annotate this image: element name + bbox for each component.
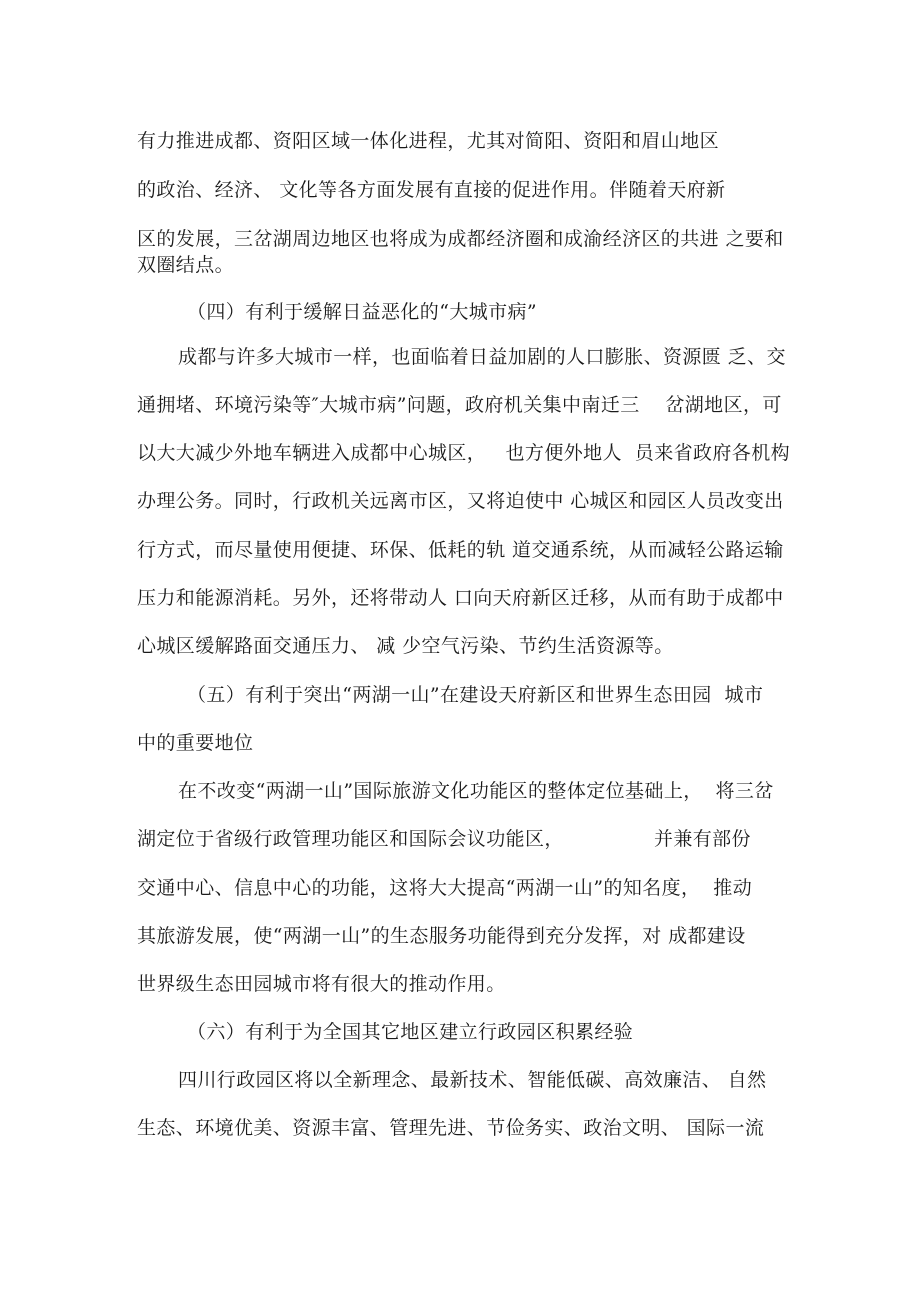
text-line-17: 交通中心、信息中心的功能，这将大大提高“两湖一山”的知名度， 推动 bbox=[137, 877, 753, 899]
text-line-12: 心城区缓解路面交通压力、 减 少空气污染、节约生活资源等。 bbox=[137, 635, 674, 657]
text-line-1: 有力推进成都、资阳区域一体化进程，尤其对简阳、资阳和眉山地区 bbox=[137, 130, 720, 152]
text-line-15: 在不改变“两湖一山”国际旅游文化功能区的整体定位基础上， 将三岔 bbox=[178, 780, 774, 802]
text-line-8: 以大大减少外地车辆进入成都中心城区， 也方便外地人 员来省政府各机构 bbox=[137, 442, 790, 464]
text-line-22: 生态、环境优美、资源丰富、管理先进、节俭务实、政治文明、 国际一流 bbox=[137, 1117, 765, 1139]
text-line-7: 通拥堵、环境污染等″大城市病”问题，政府机关集中南迁三 岔湖地区，可 bbox=[137, 394, 782, 416]
text-line-9: 办理公务。同时，行政机关远离市区，又将迫使中 心城区和园区人员改变出 bbox=[137, 490, 784, 512]
text-line-3: 区的发展，三岔湖周边地区也将成为成都经济圈和成渝经济区的共进 之要和 bbox=[137, 228, 784, 250]
section-heading-4: （四）有利于缓解日益恶化的“大城市病” bbox=[187, 301, 538, 323]
text-line-6: 成都与许多大城市一样，也面临着日益加剧的人口膨胀、资源匮 乏、交 bbox=[178, 346, 786, 368]
section-heading-6: （六）有利于为全国其它地区建立行政园区积累经验 bbox=[187, 1021, 634, 1043]
text-line-16: 湖定位于省级行政管理功能区和国际会议功能区， 并兼有部份 bbox=[137, 828, 751, 850]
text-line-19: 世界级生态田园城市将有很大的推动作用。 bbox=[137, 973, 506, 995]
text-line-4: 双圈结点。 bbox=[137, 254, 235, 276]
text-line-2: 的政治、经济、 文化等各方面发展有直接的促进作用。伴随着天府新 bbox=[137, 179, 726, 201]
text-line-18: 其旅游发展，使“两湖一山”的生态服务功能得到充分发挥，对 成都建设 bbox=[137, 925, 746, 947]
text-line-10: 行方式，而尽量使用便捷、环保、低耗的轨 道交通系统，从而减轻公路运输 bbox=[137, 539, 784, 561]
section-heading-5-cont: 中的重要地位 bbox=[137, 732, 254, 754]
text-line-11: 压力和能源消耗。另外，还将带动人 口向天府新区迁移，从而有助于成都中 bbox=[137, 587, 784, 609]
section-heading-5: （五）有利于突出“两湖一山”在建设天府新区和世界生态田园 城市 bbox=[187, 684, 764, 706]
text-line-21: 四川行政园区将以全新理念、最新技术、智能低碳、高效廉洁、 自然 bbox=[178, 1069, 767, 1091]
